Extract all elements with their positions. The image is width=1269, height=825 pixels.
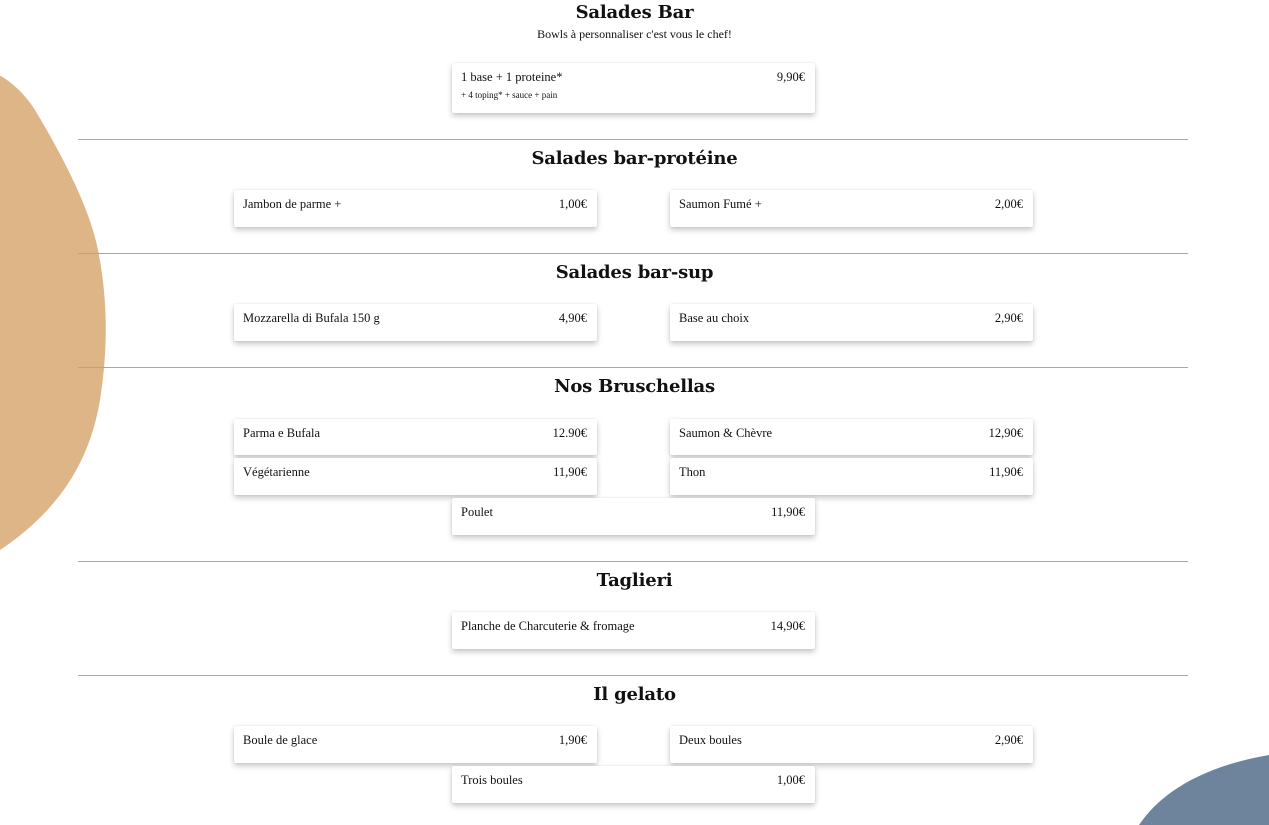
menu-item-price: 2,90€	[994, 311, 1023, 325]
menu-item-name: Planche de Charcuterie & fromage	[461, 619, 635, 633]
section-subtitle-salades-bar: Bowls à personnaliser c'est vous le chef!	[537, 27, 732, 41]
decorative-blob-right	[1139, 755, 1269, 825]
menu-item-card[interactable]	[670, 304, 1033, 341]
menu-item-price: 1,00€	[558, 197, 587, 211]
menu-item-name: Thon	[679, 465, 706, 479]
menu-item-name: Saumon & Chèvre	[679, 426, 773, 440]
menu-item-price: 12.90€	[552, 426, 587, 440]
section-title-nos-bruschellas: Nos Bruschellas	[554, 376, 715, 397]
menu-item-name: Parma e Bufala	[243, 426, 321, 440]
menu-item-name: Poulet	[461, 505, 493, 519]
section-title-taglieri: Taglieri	[596, 570, 673, 591]
menu-item-card[interactable]	[234, 726, 597, 763]
menu-item-price: 1,90€	[558, 733, 587, 747]
section-title-il-gelato: Il gelato	[593, 684, 676, 705]
menu-item-price: 9,90€	[776, 70, 805, 84]
menu-item-name: Deux boules	[679, 733, 742, 747]
menu-item-price: 14,90€	[770, 619, 805, 633]
menu-item-price: 11,90€	[771, 505, 805, 519]
menu-item-description: + 4 toping* + sauce + pain	[461, 90, 558, 100]
menu-item-name: Saumon Fumé +	[679, 197, 762, 211]
menu-item-name: Boule de glace	[243, 733, 318, 747]
section-title-salades-bar-sup: Salades bar-sup	[555, 262, 714, 283]
menu-item-card[interactable]	[452, 63, 815, 113]
menu-item-name: Jambon de parme +	[243, 197, 342, 211]
menu-item-price: 4,90€	[558, 311, 587, 325]
menu-item-name: Végétarienne	[243, 465, 310, 479]
menu-item-card[interactable]	[670, 458, 1033, 495]
section-divider	[78, 253, 1188, 254]
menu-item-name: Trois boules	[461, 773, 523, 787]
menu-item-price: 12,90€	[988, 426, 1023, 440]
menu-item-card[interactable]	[234, 304, 597, 341]
menu-item-price: 2,90€	[994, 733, 1023, 747]
menu-item-price: 2,00€	[994, 197, 1023, 211]
menu-item-card[interactable]	[234, 419, 597, 455]
menu-item-card[interactable]	[452, 766, 815, 803]
menu-item-name: Mozzarella di Bufala 150 g	[243, 311, 380, 325]
menu-item-card[interactable]	[670, 419, 1033, 455]
section-divider	[78, 561, 1188, 562]
menu-item-card[interactable]	[452, 498, 815, 535]
section-divider	[78, 675, 1188, 676]
menu-item-name: Base au choix	[679, 311, 750, 325]
menu-item-card[interactable]	[670, 726, 1033, 763]
section-title-salades-bar-proteine: Salades bar-protéine	[531, 148, 738, 169]
section-divider	[78, 139, 1188, 140]
menu-item-price: 1,00€	[776, 773, 805, 787]
menu-item-price: 11,90€	[553, 465, 587, 479]
menu-item-name: 1 base + 1 proteine*	[461, 70, 563, 84]
menu-item-card[interactable]	[670, 190, 1033, 227]
menu-item-card[interactable]	[234, 458, 597, 495]
section-divider	[78, 367, 1188, 368]
menu-item-price: 11,90€	[989, 465, 1023, 479]
section-title-salades-bar: Salades Bar	[575, 2, 694, 23]
menu-item-card[interactable]	[452, 612, 815, 649]
menu-item-card[interactable]	[234, 190, 597, 227]
